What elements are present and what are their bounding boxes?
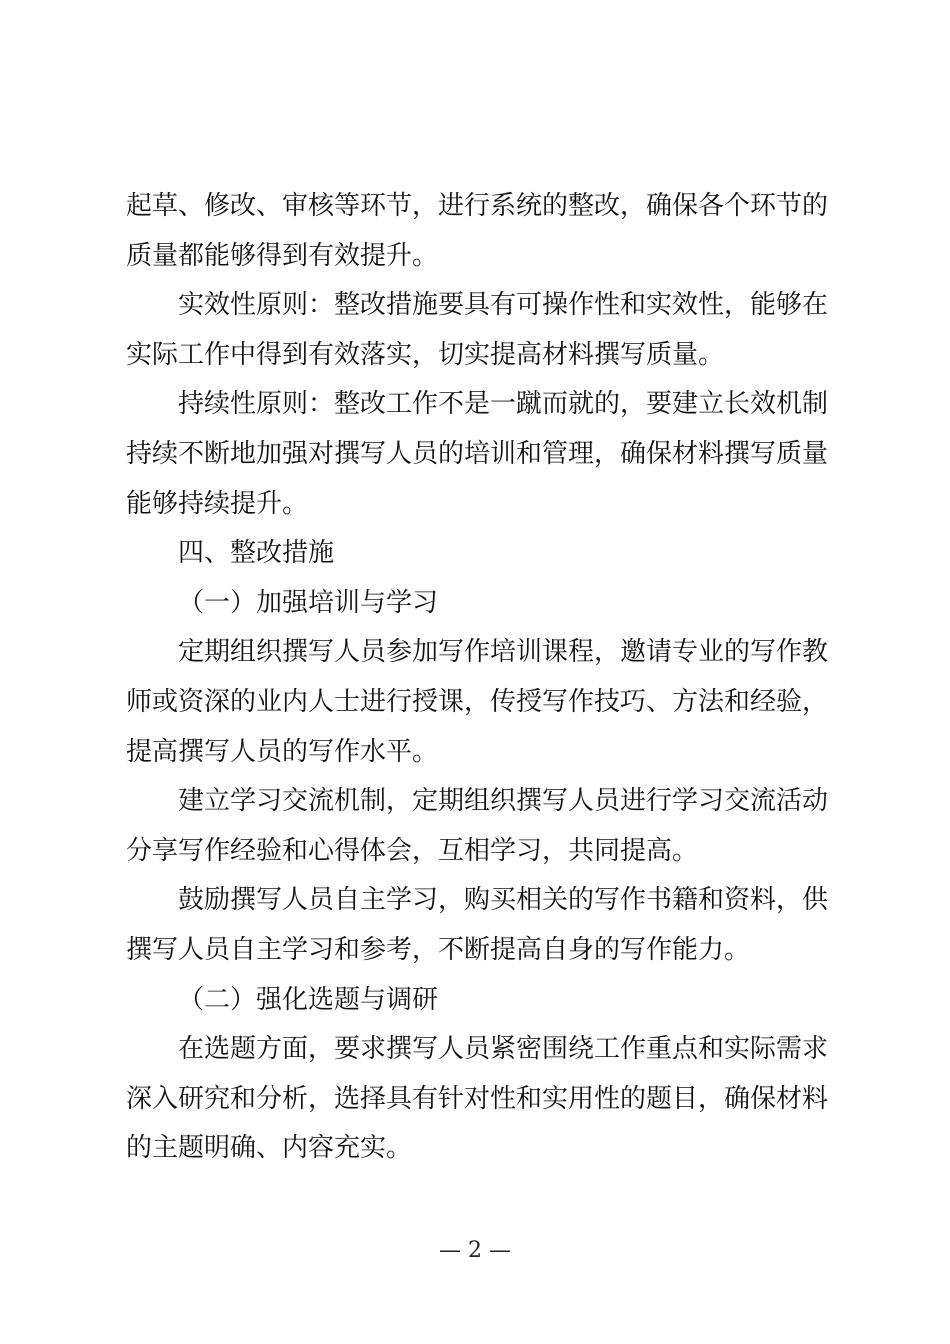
paragraph-learning-exchange: 建立学习交流机制，定期组织撰写人员进行学习交流活动 <box>178 786 829 817</box>
subsection-heading-training: （一）加强培训与学习 <box>178 587 439 618</box>
body-line-continuation: 起草、修改、审核等环节，进行系统的整改，确保各个环节的 <box>126 191 829 221</box>
body-line-continuation: 撰写人员自主学习和参考，不断提高自身的写作能力。 <box>126 934 751 965</box>
body-line-continuation: 实际工作中得到有效落实，切实提高材料撰写质量。 <box>126 339 725 370</box>
body-line-continuation: 质量都能够得到有效提升。 <box>126 240 439 271</box>
body-line-continuation: 的主题明确、内容充实。 <box>126 1133 413 1164</box>
paragraph-self-study: 鼓励撰写人员自主学习，购买相关的写作书籍和资料，供 <box>178 885 829 916</box>
section-heading-rectification-measures: 四、整改措施 <box>178 538 335 569</box>
subsection-heading-topic-research: （二）强化选题与调研 <box>178 984 439 1015</box>
body-line-continuation: 师或资深的业内人士进行授课，传授写作技巧、方法和经验， <box>126 686 829 717</box>
document-body <box>126 182 836 1174</box>
body-line-continuation: 分享写作经验和心得体会，互相学习，共同提高。 <box>126 835 699 866</box>
paragraph-topic-selection: 在选题方面，要求撰写人员紧密围绕工作重点和实际需求 <box>178 1034 829 1065</box>
body-line-continuation: 深入研究和分析，选择具有针对性和实用性的题目，确保材料 <box>126 1083 829 1114</box>
body-line-continuation: 能够持续提升。 <box>126 488 309 519</box>
paragraph-sustainability-principle: 持续性原则：整改工作不是一蹴而就的，要建立长效机制 <box>178 389 829 420</box>
paragraph-effectiveness-principle: 实效性原则：整改措施要具有可操作性和实效性，能够在 <box>178 290 829 321</box>
body-line-continuation: 持续不断地加强对撰写人员的培训和管理，确保材料撰写质量 <box>126 438 829 469</box>
paragraph-training-courses: 定期组织撰写人员参加写作培训课程，邀请专业的写作教 <box>178 637 829 668</box>
body-line-continuation: 提高撰写人员的写作水平。 <box>126 736 439 767</box>
page-number: — 2 — <box>439 1238 511 1263</box>
